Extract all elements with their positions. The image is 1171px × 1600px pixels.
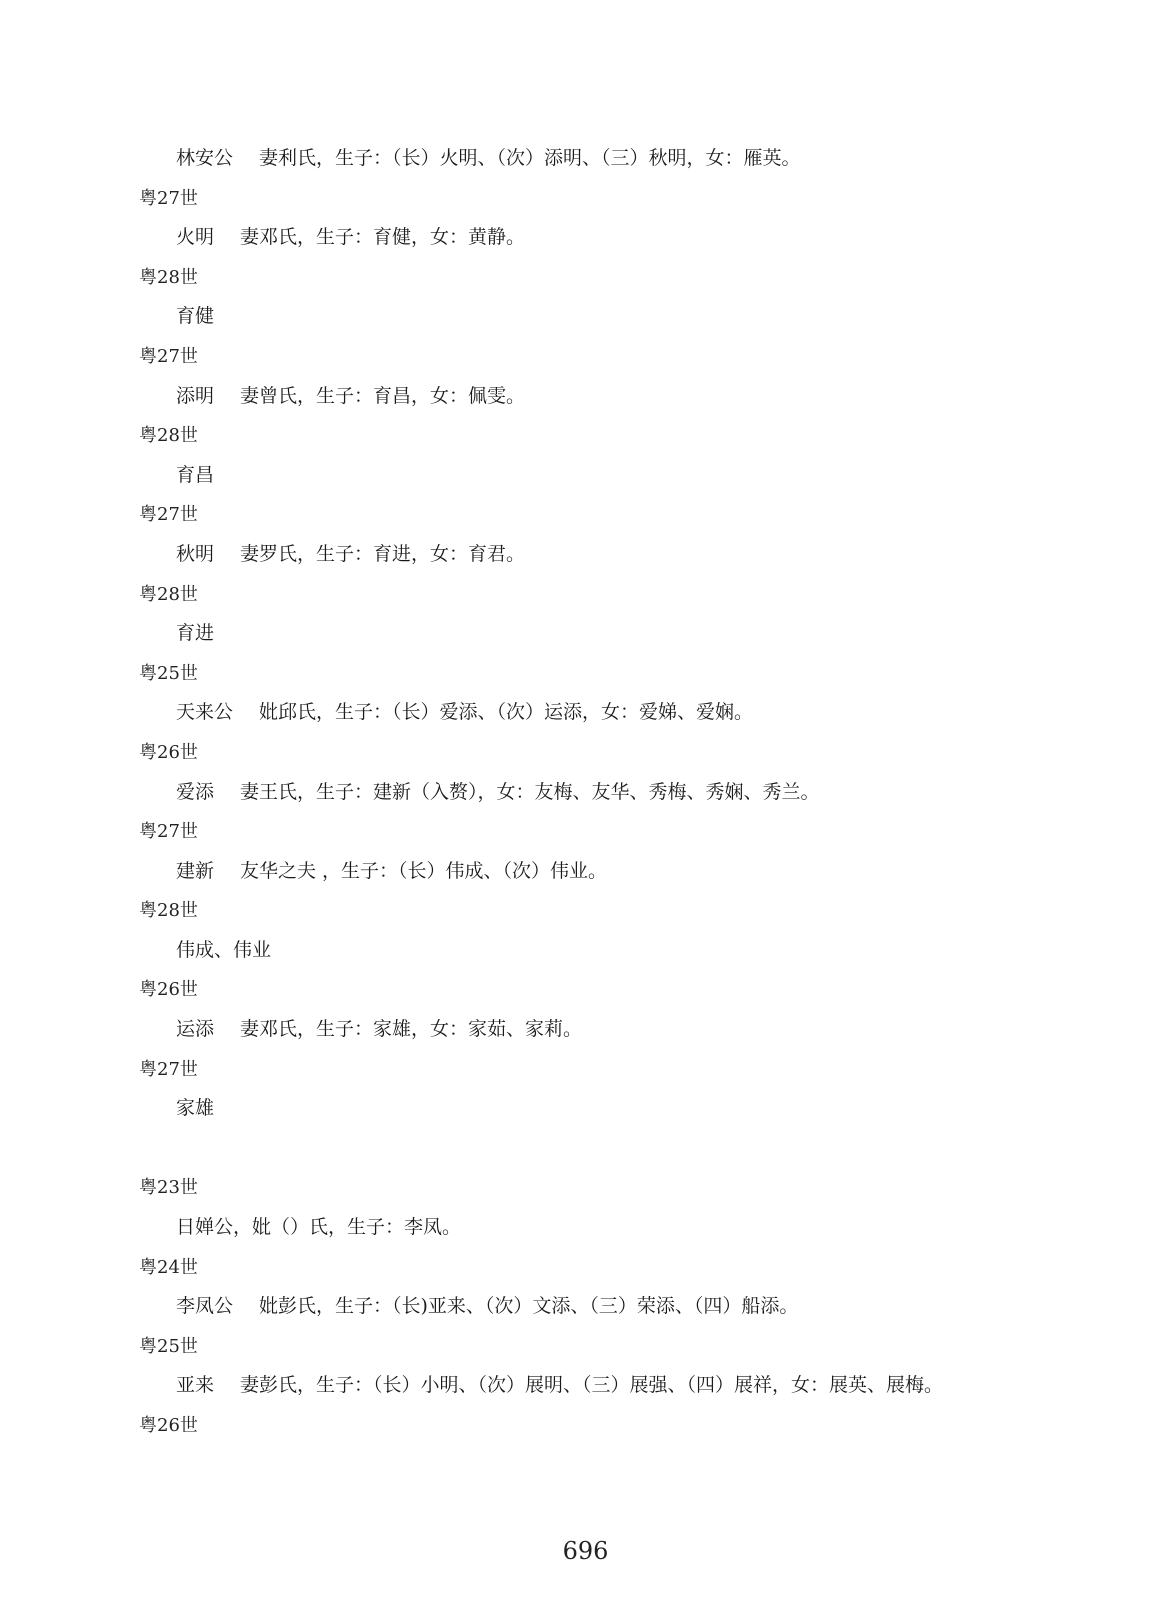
person-entry — [0, 456, 1171, 496]
person-description: 妻邓氏，生子：育健，女：黄静。 — [240, 226, 526, 249]
generation-heading: 粤27世 — [139, 187, 198, 209]
genealogy-entries — [0, 139, 1171, 1446]
person-name: 林安公 — [176, 147, 234, 169]
section-spacer — [0, 1129, 1171, 1169]
person-entry — [0, 1287, 1171, 1327]
generation-heading: 粤26世 — [139, 741, 198, 763]
person-name: 伟成、伟业 — [176, 938, 272, 961]
generation-heading: 粤28世 — [139, 583, 198, 605]
person-entry — [0, 1089, 1171, 1129]
generation-heading: 粤28世 — [139, 266, 198, 288]
person-entry — [0, 1208, 1171, 1248]
person-description: 妣邱氏，生子：（长）爱添、（次）运添，女：爱娣、爱娴。 — [259, 701, 754, 724]
person-entry — [0, 218, 1171, 258]
person-entry — [0, 377, 1171, 417]
person-entry — [0, 1010, 1171, 1050]
person-name: 火明 — [176, 226, 215, 249]
page-number: 696 — [562, 1537, 609, 1565]
person-name: 李凤公 — [176, 1295, 234, 1318]
person-description: 妻罗氏，生子：育进，女：育君。 — [240, 542, 526, 565]
person-name: 育进 — [176, 622, 215, 645]
person-description: 日婵公，妣（）氏，生子：李凤。 — [176, 1216, 462, 1239]
generation-heading: 粤27世 — [139, 504, 198, 526]
person-name: 天来公 — [176, 701, 234, 724]
person-description: 妻王氏，生子：建新（入赘），女：友梅、友华、秀梅、秀娴、秀兰。 — [240, 780, 820, 803]
person-description: 妻利氏，生子：（长）火明、（次）添明、（三）秋明，女：雁英。 — [259, 147, 801, 169]
person-description: 妣彭氏，生子：（长)亚来、（次）文添、（三）荣添、（四）船添。 — [259, 1295, 799, 1318]
person-description: 妻邓氏，生子：家雄，女：家茹、家莉。 — [240, 1018, 583, 1041]
person-entry — [0, 1366, 1171, 1406]
person-entry — [0, 614, 1171, 654]
generation-heading: 粤28世 — [139, 425, 198, 447]
person-name: 育健 — [176, 305, 215, 328]
generation-heading: 粤24世 — [139, 1256, 198, 1278]
generation-heading: 粤25世 — [139, 662, 198, 684]
person-name: 添明 — [176, 384, 215, 407]
person-description: 友华之夫 ，生子：（长）伟成、（次）伟业。 — [240, 859, 608, 882]
person-name: 建新 — [176, 859, 215, 882]
generation-heading: 粤27世 — [139, 821, 198, 843]
person-entry — [0, 773, 1171, 813]
person-name: 家雄 — [176, 1097, 215, 1120]
person-entry — [0, 139, 1171, 179]
person-name: 运添 — [176, 1018, 215, 1041]
generation-heading: 粤27世 — [139, 345, 198, 367]
person-name: 育昌 — [176, 463, 215, 486]
person-description: 妻彭氏，生子：（长）小明、（次）展明、（三）展强、（四）展祥，女：展英、展梅。 — [240, 1374, 944, 1397]
person-entry — [0, 535, 1171, 575]
person-entry — [0, 693, 1171, 733]
person-entry — [0, 931, 1171, 971]
person-entry — [0, 852, 1171, 892]
person-name: 爱添 — [176, 780, 215, 803]
generation-heading: 粤26世 — [139, 1415, 198, 1436]
generation-heading: 粤23世 — [139, 1177, 198, 1199]
generation-heading: 粤25世 — [139, 1335, 198, 1357]
person-entry — [0, 297, 1171, 337]
generation-heading: 粤26世 — [139, 979, 198, 1001]
person-description: 妻曾氏，生子：育昌，女：佩雯。 — [240, 384, 526, 407]
person-name: 秋明 — [176, 542, 215, 565]
person-name: 亚来 — [176, 1374, 215, 1397]
generation-heading: 粤28世 — [139, 900, 198, 922]
generation-heading: 粤27世 — [139, 1058, 198, 1080]
